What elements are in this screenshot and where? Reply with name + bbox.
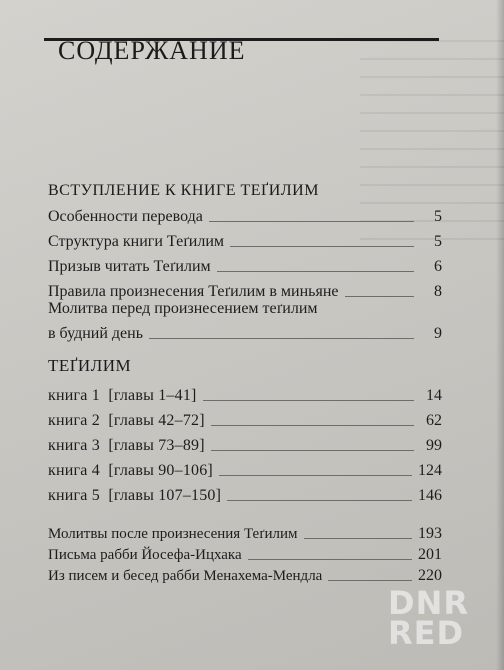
entry-label: книга 2 [главы 42–72] bbox=[48, 412, 205, 429]
page-number: 124 bbox=[418, 462, 442, 479]
toc-entry bbox=[48, 433, 442, 455]
entry-label: книга 5 [главы 107–150] bbox=[48, 487, 222, 504]
page-number: 6 bbox=[434, 258, 442, 275]
entry-label: Призыв читать Теґилим bbox=[48, 258, 211, 275]
toc-entry bbox=[48, 254, 442, 276]
leader-line bbox=[304, 538, 413, 539]
watermark-line: DNR bbox=[388, 584, 469, 622]
page-number: 9 bbox=[434, 325, 442, 342]
toc-entry bbox=[48, 204, 442, 226]
page-number: 5 bbox=[434, 208, 442, 225]
page-number: 5 bbox=[434, 233, 442, 250]
entry-label: книга 3 [главы 73–89] bbox=[48, 437, 205, 454]
page-number: 14 bbox=[426, 387, 442, 404]
leader-line bbox=[217, 271, 414, 272]
leader-line bbox=[345, 296, 415, 297]
leader-line bbox=[227, 500, 412, 501]
leader-line bbox=[211, 425, 414, 426]
page-number: 62 bbox=[426, 412, 442, 429]
entry-label: Правила произнесения Теґилим в миньяне bbox=[48, 283, 339, 300]
page-number: 146 bbox=[418, 487, 442, 504]
page-number: 8 bbox=[434, 283, 442, 300]
entry-label: Письма рабби Йосефа-Ицхака bbox=[48, 547, 242, 563]
leader-line bbox=[219, 475, 412, 476]
toc-entry bbox=[48, 563, 442, 585]
entry-label: Из писем и бесед рабби Менахема-Мендла bbox=[48, 568, 323, 584]
leader-line bbox=[230, 246, 414, 247]
toc-entry bbox=[48, 408, 442, 430]
leader-line bbox=[211, 450, 414, 451]
toc-entry bbox=[48, 542, 442, 564]
entry-label-line1: Молитва перед произнесением теґилим bbox=[48, 300, 318, 317]
page-number: 220 bbox=[418, 567, 442, 584]
toc-entry bbox=[48, 521, 442, 543]
entry-label: Особенности перевода bbox=[48, 208, 203, 225]
page-edge-shadow bbox=[496, 0, 504, 670]
leader-line bbox=[149, 338, 414, 339]
toc-entry bbox=[48, 483, 442, 505]
tehilim-heading: ТЕҐИЛИМ bbox=[48, 356, 132, 375]
toc-entry bbox=[48, 229, 442, 251]
toc-entry bbox=[48, 321, 442, 343]
leader-line bbox=[248, 559, 412, 560]
leader-line bbox=[209, 221, 414, 222]
intro-heading: ВСТУПЛЕНИЕ К КНИГЕ ТЕҐИЛИМ bbox=[48, 182, 319, 199]
watermark-line: RED bbox=[388, 614, 465, 652]
entry-label-line2: в будний день bbox=[48, 325, 144, 342]
page-number: 99 bbox=[426, 437, 442, 454]
toc-entry bbox=[48, 383, 442, 405]
toc-entry bbox=[48, 458, 442, 480]
page-number: 193 bbox=[418, 525, 442, 542]
entry-label: книга 4 [главы 90–106] bbox=[48, 462, 213, 479]
toc-entry bbox=[48, 279, 442, 301]
watermark-logo bbox=[388, 584, 496, 652]
leader-line bbox=[203, 400, 414, 401]
page-title: СОДЕРЖАНИЕ bbox=[58, 36, 246, 65]
entry-label: Структура книги Теґилим bbox=[48, 233, 225, 250]
entry-label: Молитвы после произнесения Теґилим bbox=[48, 526, 298, 542]
entry-label: книга 1 [главы 1–41] bbox=[48, 387, 197, 404]
leader-line bbox=[328, 580, 412, 581]
page-number: 201 bbox=[418, 546, 442, 563]
